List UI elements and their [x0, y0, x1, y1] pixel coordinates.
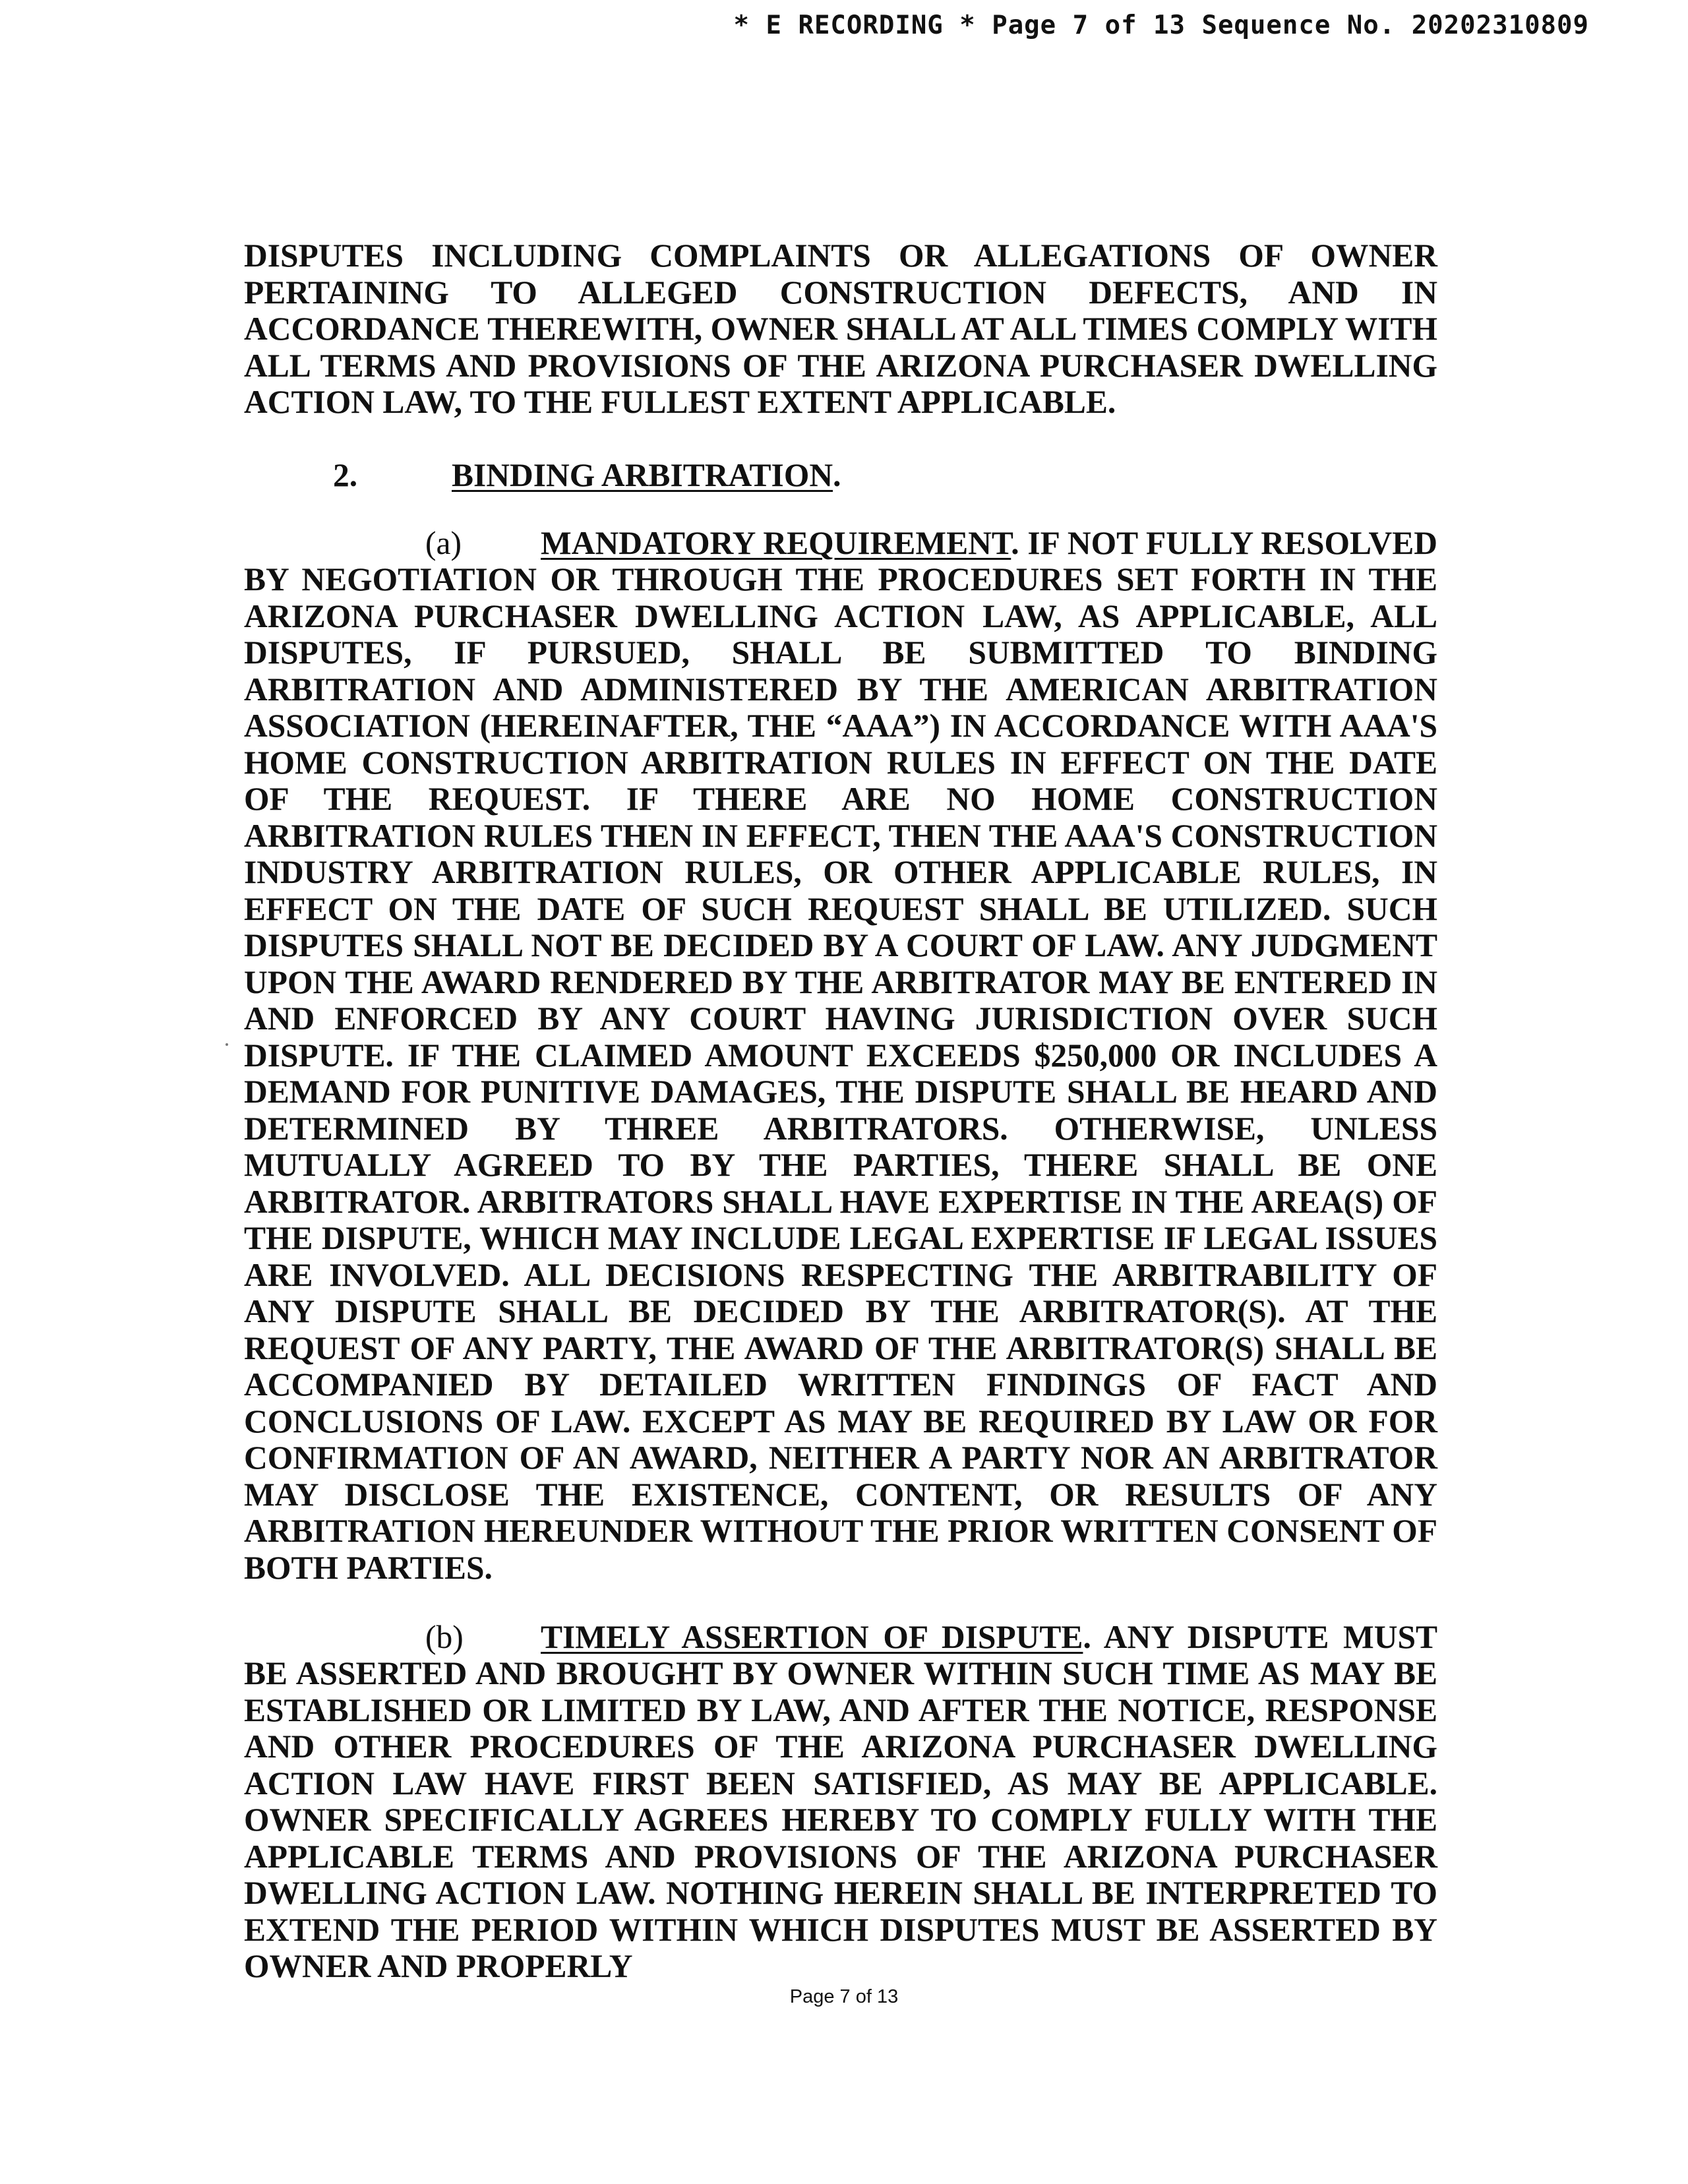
subsection-letter: (b)	[425, 1618, 464, 1655]
section-title-punct: .	[833, 456, 841, 493]
subsection-heading-punct: .	[1011, 524, 1019, 561]
section-title: BINDING ARBITRATION	[452, 456, 833, 493]
subsection-a	[244, 525, 1437, 1587]
scan-speck	[226, 1043, 228, 1046]
subsection-letter: (a)	[425, 524, 462, 561]
subsection-heading: MANDATORY REQUIREMENT	[541, 524, 1011, 561]
subsection-text: ANY DISPUTE MUST BE ASSERTED AND BROUGHT BY OWNER WITHIN SUCH TIME AS MAY BE ESTABLISHED OR LIMITED BY LAW, AND AFTER THE NOTICE, RESPONSE AND OTHER PROCEDURES OF THE ARIZONA PURCHASER DWELLING ACTION LAW HAVE FIRST BEEN SATISFIED, AS MAY BE APPLICABLE. OWNER SPECIFICALLY AGREES HEREBY TO COMPLY FULLY WITH THE APPLICABLE TERMS AND PROVISIONS OF THE ARIZONA PURCHASER DWELLING ACTION LAW. NOTHING HEREIN SHALL BE INTERPRETED TO EXTEND THE PERIOD WITHIN WHICH DISPUTES MUST BE ASSERTED BY OWNER AND PROPERLY	[244, 1618, 1437, 1984]
page-footer: Page 7 of 13	[789, 1986, 899, 2007]
subsection-heading-punct: .	[1083, 1618, 1091, 1655]
continuation-paragraph: DISPUTES INCLUDING COMPLAINTS OR ALLEGATIONS OF OWNER PERTAINING TO ALLEGED CONSTRUCTION DEFECTS, AND IN ACCORDANCE THEREWITH, OWNER SHALL AT ALL TIMES COMPLY WITH ALL TERMS AND PROVISIONS OF THE ARIZONA PURCHASER DWELLING ACTION LAW, TO THE FULLEST EXTENT APPLICABLE.	[244, 237, 1437, 420]
subsection-text: IF NOT FULLY RESOLVED BY NEGOTIATION OR THROUGH THE PROCEDURES SET FORTH IN THE ARIZONA PURCHASER DWELLING ACTION LAW, AS APPLICABLE, ALL DISPUTES, IF PURSUED, SHALL BE SUBMITTED TO BINDING ARBITRATION AND ADMINISTERED BY THE AMERICAN ARBITRATION ASSOCIATION (HEREINAFTER, THE “AAA”) IN ACCORDANCE WITH AAA'S HOME CONSTRUCTION ARBITRATION RULES IN EFFECT ON THE DATE OF THE REQUEST. IF THERE ARE NO HOME CONSTRUCTION ARBITRATION RULES THEN IN EFFECT, THEN THE AAA'S CONSTRUCTION INDUSTRY ARBITRATION RULES, OR OTHER APPLICABLE RULES, IN EFFECT ON THE DATE OF SUCH REQUEST SHALL BE UTILIZED. SUCH DISPUTES SHALL NOT BE DECIDED BY A COURT OF LAW. ANY JUDGMENT UPON THE AWARD RENDERED BY THE ARBITRATOR MAY BE ENTERED IN AND ENFORCED BY ANY COURT HAVING JURISDICTION OVER SUCH DISPUTE. IF THE CLAIMED AMOUNT EXCEEDS $250,000 OR INCLUDES A DEMAND FOR PUNITIVE DAMAGES, THE DISPUTE SHALL BE HEARD AND DETERMINED BY THREE ARBITRATORS. OTHERWISE, UNLESS MUTUALLY AGREED TO BY THE PARTIES, THERE SHALL BE ONE ARBITRATOR. ARBITRATORS SHALL HAVE EXPERTISE IN THE AREA(S) OF THE DISPUTE, WHICH MAY INCLUDE LEGAL EXPERTISE IF LEGAL ISSUES ARE INVOLVED. ALL DECISIONS RESPECTING THE ARBITRABILITY OF ANY DISPUTE SHALL BE DECIDED BY THE ARBITRATOR(S). AT THE REQUEST OF ANY PARTY, THE AWARD OF THE ARBITRATOR(S) SHALL BE ACCOMPANIED BY DETAILED WRITTEN FINDINGS OF FACT AND CONCLUSIONS OF LAW. EXCEPT AS MAY BE REQUIRED BY LAW OR FOR CONFIRMATION OF AN AWARD, NEITHER A PARTY NOR AN ARBITRATOR MAY DISCLOSE THE EXISTENCE, CONTENT, OR RESULTS OF ANY ARBITRATION HEREUNDER WITHOUT THE PRIOR WRITTEN CONSENT OF BOTH PARTIES.	[244, 524, 1437, 1586]
document-body	[244, 237, 1437, 2017]
recording-header: * E RECORDING * Page 7 of 13 Sequence No. 20202310809	[733, 11, 1589, 40]
subsection-b	[244, 1619, 1437, 1985]
section-heading	[244, 457, 1437, 494]
subsection-heading: TIMELY ASSERTION OF DISPUTE	[541, 1618, 1083, 1655]
section-number: 2.	[333, 456, 358, 493]
